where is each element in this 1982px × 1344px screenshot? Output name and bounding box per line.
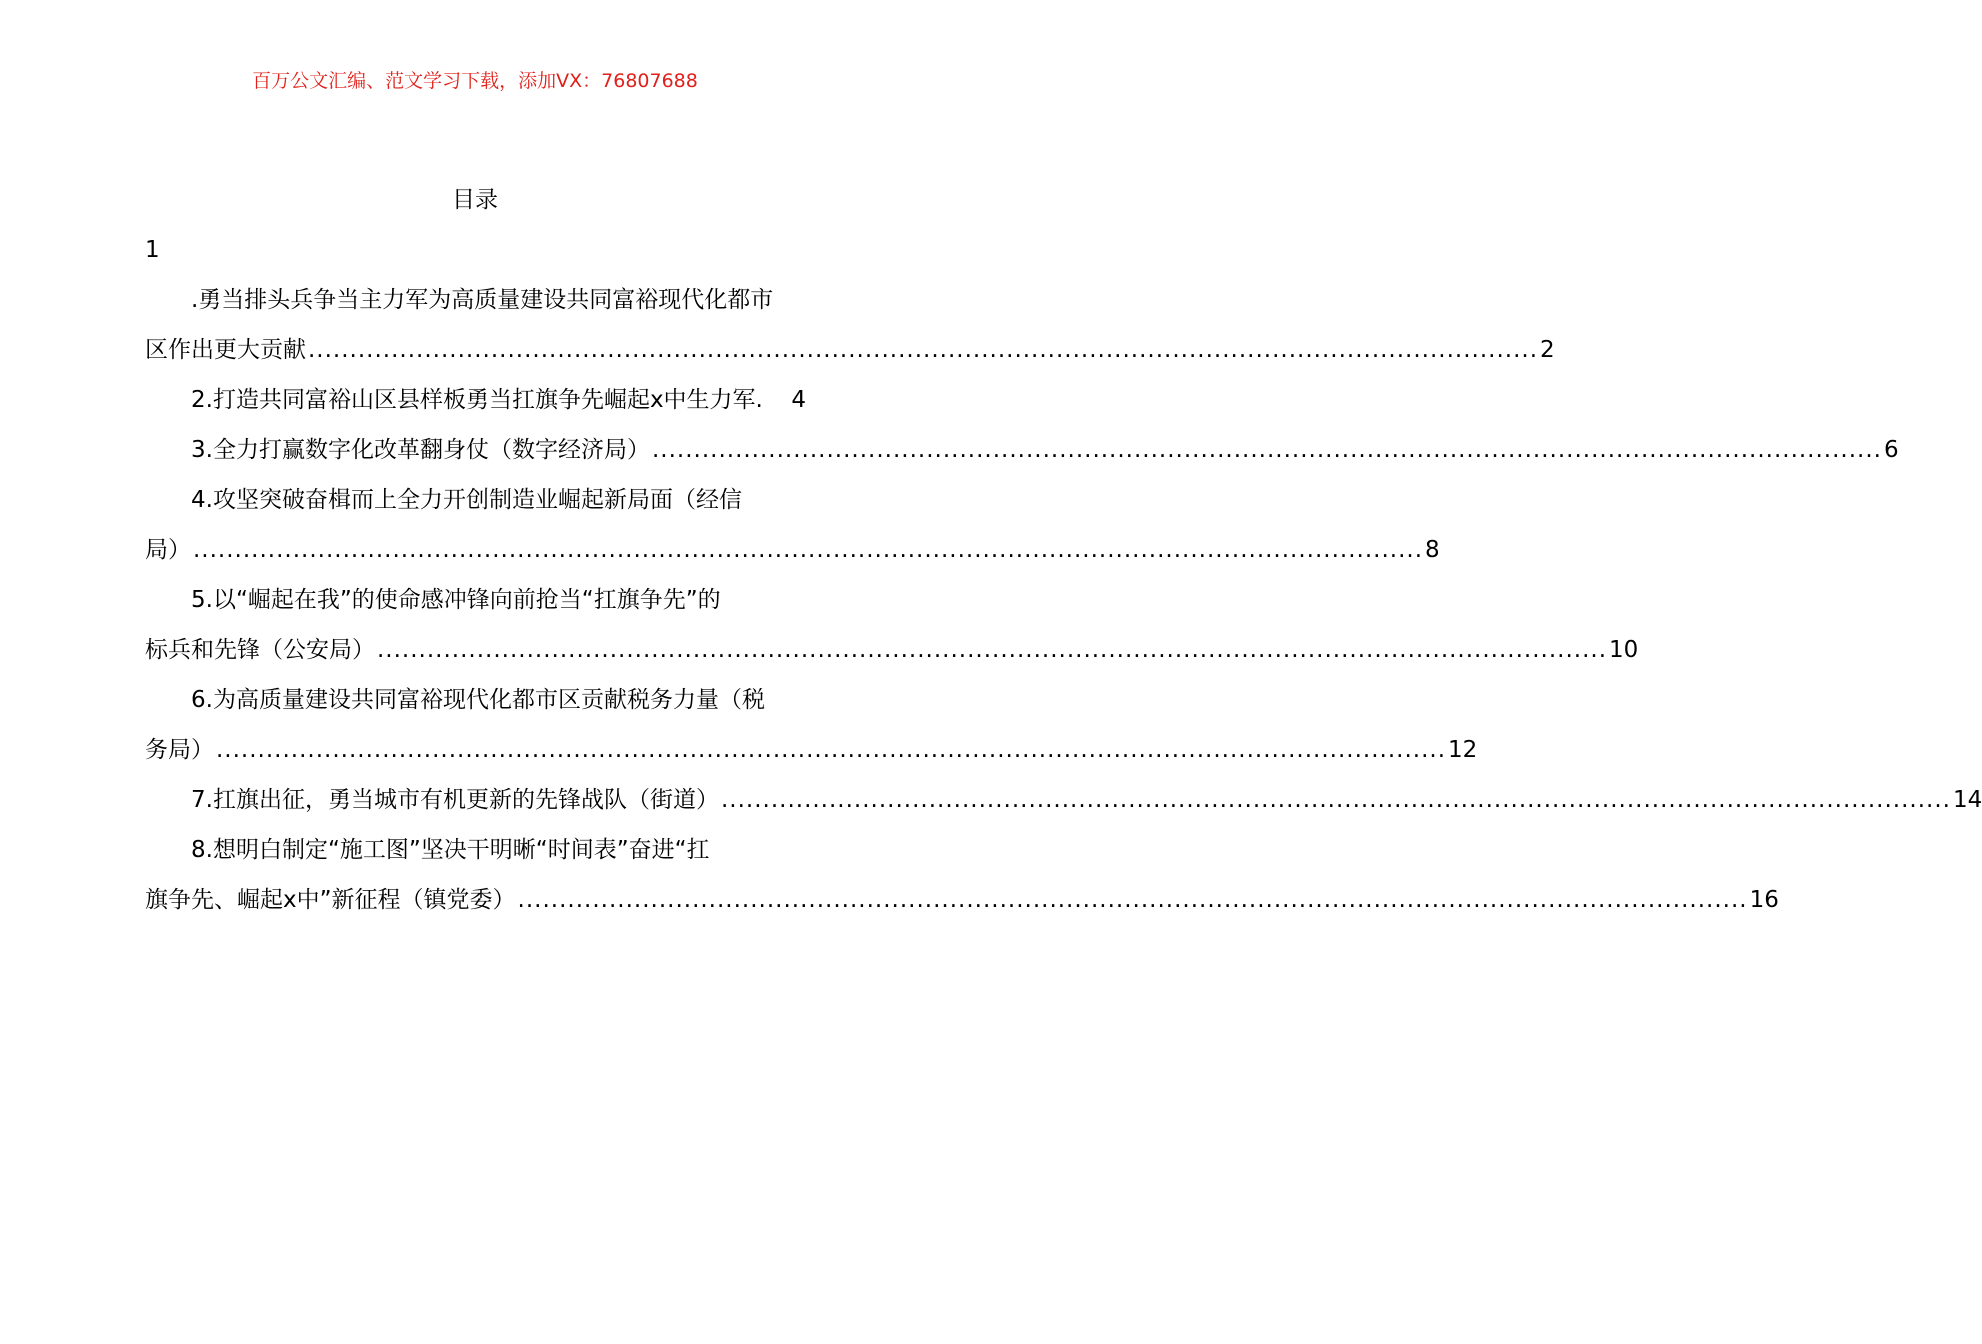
toc-page-number: 16 <box>1749 887 1779 913</box>
toc-entry-4-line-2[interactable]: 局） .................................................................................................................................................... 8 <box>145 525 806 575</box>
table-of-contents <box>145 225 1982 925</box>
toc-page-number: 4 <box>791 387 806 413</box>
toc-entry-6-line-1[interactable]: 6.为高质量建设共同富裕现代化都市区贡献税务力量（税 <box>191 687 765 713</box>
toc-page-number: 10 <box>1609 637 1639 663</box>
dot-leader: .................................................................................................................................................... <box>651 437 1882 463</box>
toc-page-number: 2 <box>1540 337 1555 363</box>
dot-leader: .................................................................................................................................................... <box>308 337 1539 363</box>
toc-page-number: 12 <box>1448 737 1478 763</box>
toc-entry-3[interactable]: 3.全力打赢数字化改革翻身仗（数字经济局） .................................................................................................................................................... 6 <box>145 425 806 475</box>
toc-entry-7[interactable]: 7.扛旗出征，勇当城市有机更新的先锋战队（街道） .................................................................................................................................................... 14 <box>145 775 806 825</box>
toc-title: 目录 <box>452 187 498 213</box>
dot-leader: .................................................................................................................................................... <box>216 737 1447 763</box>
toc-entry-8-line-2[interactable]: 旗争先、崛起x中”新征程（镇党委） .................................................................................................................................................... 16 <box>145 875 806 925</box>
dot-leader: .................................................................................................................................................... <box>377 637 1608 663</box>
toc-page-number: 8 <box>1425 537 1440 563</box>
dot-leader: .................................................................................................................................................... <box>720 787 1951 813</box>
toc-entry-4-line-1[interactable]: 4.攻坚突破奋楫而上全力开创制造业崛起新局面（经信 <box>191 487 742 513</box>
toc-entry-1-line-1[interactable]: .勇当排头兵争当主力军为高质量建设共同富裕现代化都市 <box>191 287 774 313</box>
toc-entry-6-line-2[interactable]: 务局） .................................................................................................................................................... 12 <box>145 725 806 775</box>
toc-page-number: 14 <box>1953 787 1982 813</box>
toc-number: 1 <box>145 237 160 263</box>
toc-entry-5-line-1[interactable]: 5.以“崛起在我”的使命感冲锋向前抢当“扛旗争先”的 <box>191 587 721 613</box>
toc-entry-2[interactable]: 2.打造共同富裕山区县样板勇当扛旗争先崛起x中生力军. 4 <box>145 375 806 425</box>
toc-entry-5-line-2[interactable]: 标兵和先锋（公安局） .................................................................................................................................................... 10 <box>145 625 806 675</box>
header-note: 百万公文汇编、范文学习下载，添加VX：76807688 <box>252 70 698 92</box>
dot-leader: .................................................................................................................................................... <box>517 887 1748 913</box>
toc-entry-8-line-1[interactable]: 8.想明白制定“施工图”坚决干明晰“时间表”奋进“扛 <box>191 837 710 863</box>
toc-number-line <box>145 225 806 275</box>
toc-entry-1-line-2[interactable]: 区作出更大贡献 .................................................................................................................................................... 2 <box>145 325 806 375</box>
toc-page-number: 6 <box>1884 437 1899 463</box>
dot-leader: .................................................................................................................................................... <box>193 537 1424 563</box>
